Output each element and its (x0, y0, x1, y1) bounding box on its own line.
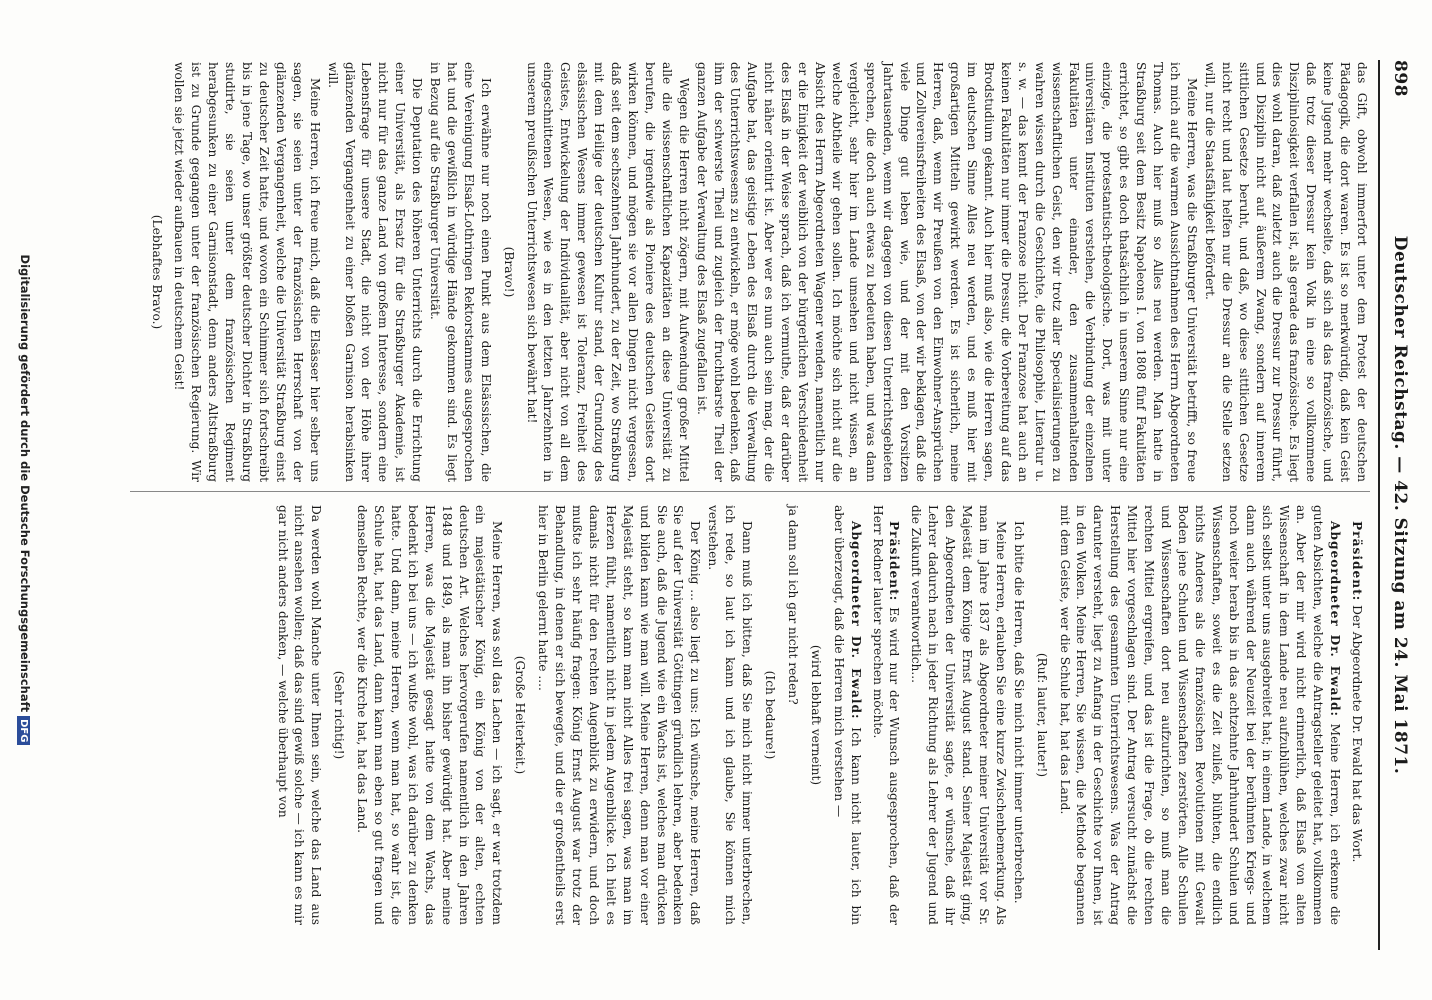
stage-direction: (Sehr richtig!) (332, 670, 347, 760)
stage-direction: (Ruf: lauter, lauter!) (1034, 652, 1049, 778)
stage-direction: (Bravo!) (501, 246, 516, 298)
page-number: 898 (1390, 60, 1410, 97)
body-paragraph: Da werden wohl Manche unter Ihnen sein, welche das Land aus nicht ansehen wollen; daß das sind gewiß solche — ich kann es mir gar nicht anders denken, — welche überhaupt von (275, 505, 324, 925)
body-paragraph: Meine Herren, ich freue mich, daß die Elsässer hier selber uns sagen, sie seien unter der französischen Herrschaft von der glänzenden Vergangenheit, welche die Universität Straßburg einst zu deutscher Zeit hatte, und wovon ein Schimmer sich fortschreibt bis in jene Tage, wo unser größter deutscher Dichter in Straßburg studirte, sie seien unter dem französischen Regiment herabgesunken zu einer Garnisonstadt, denn anders Altstraßburg ist zu Grunde gegangen unter der französischen Regierung. Wir wollen sie jetzt wieder aufbauen in deutschem Geist! (172, 62, 322, 482)
body-paragraph: ja dann soll ich gar nicht reden? (785, 505, 800, 705)
stage-direction: (Ich bedaure!) (763, 670, 777, 760)
speaker-name: Präsident: (887, 521, 902, 602)
body-paragraph: Meine Herren, was die Straßburger Universität betrifft, so freue ich mich auf die warmen Aussichtnahmen des Herrn Abgeordneten Thomas. Auch hier muß so Alles neu werden. Man hatte in Straßburg seit dem Besitz Napoleons I. von 1808 fünf Fakultäten errichtet, so gibt es doch thatsächlich in unserem Sinne nur eine einzige, die protestantisch-theologische. Dort, was mit unter universitären Instituten verstehen, die Verbindung der einzelnen Fakultäten unter einander, den zusammenhaltenden wissenschaftlichen Geist, den wir trotz aller Specialisierungen zu wahren wissen durch die Geschichte, die Philosophie, Literatur u. s. w. — das kennt der Franzose nicht. Der Franzose hat auch an keinen Fakultäten nur immer die Dressur, die Vorbereitung auf das Brodstudium gekannt. Auch hier muß also, wie die Herren sagen, im deutschen Sinne Alles neu werden, und es muß hier mit großartigen Mitteln gewirkt werden. Es ist sicherlich, meine Herren, daß, wenn wir Preußen von den Einwohner-Ansprüchen und Zollvereinsfreiheiten des Elsaß, von der wir beklagen, daß die viele Dinge gut leben wie, und der mit den Vorsitzen Jahrtausenden, wenn wir dagegen von diesen Unterrichtsgebieten sprechen, die doch auch etwas zu bedeuten haben, und was dann vergleicht, sehr hier im Lande umsehen und nicht wissen, an welche Abtheile wir gehen sollen. Ich möchte sich nicht auf die Absicht des Herrn Abgeordneten Wagener wenden, namentlich nur er die Einigkeit der weiblich von der bürgerlichen Verschiedenheit des Elsaß in der Weise sprach, daß ich vermuthe, daß er darüber nicht näher orientirt ist. Aber wer es nun auch sein mag, der die Aufgabe hat, das geistige Leben des Elsaß durch die Verwaltung des Unterrichtswesens zu entwickeln, er möge wohl bedenken, daß ihm der schwerste Theil und zugleich der fruchtbarste Theil der ganzen Aufgabe der Verwaltung des Elsaß zugefallen ist. (694, 62, 1199, 482)
right-column (273, 505, 1370, 925)
body-paragraph: Die Deputation des höheren Unterrichts durch die Errichtung einer Universität, als Ersatz für die Straßburger Akademie, ist nicht nur für das ganze Land von großem Interesse, sondern eine Lebensfrage für unsere Stadt, die nicht von der Höhe ihrer glänzenden Vergangenheit zu einer bloßen Garnison herabsinken will. (325, 62, 425, 482)
header-rule (1378, 60, 1380, 950)
stage-direction: (Große Heiterkeit.) (513, 655, 528, 775)
body-paragraph: Wegen die Herren nicht zögern, mit Aufwendung großer Mittel alle die wissenschaftlichen Kapazitäten an diese Universität zu berufen, die irgendwie als Pioniere des deutschen Geistes dort wirken können, und mögen sie vor allen Dingen nicht vergessen, daß seit dem sechszehnten Jahrhundert, zu der Zeit, wo Straßburg mit dem Heilige der deutschen Kultur stand, der Grundzug des elsässischen Wesens immer gewesen ist Toleranz, Freiheit des Geistes, Entwickelung der Individualität, aber nicht von all dem eingeschnittenen Wesen, wie es in den letzten Jahrzehnten in unserem preußischen Unterrichtswesen sich bewährt hat! (524, 62, 691, 482)
body-paragraph: Der König ... also liegt zu uns: Ich wünsche, meine Herren, daß Sie auf der Universität Göttingen gründlich lehren, aber bedenken Sie auch, daß die Jugend wie ein Wachs ist, welches man drücken und bilden kann wie man will. Meine Herren, denn man vor einer Majestät steht, so kann man nicht Alles frei sagen, was man im Herzen fühlt, namentlich nicht in jedem Augenblicke. Ich hielt es damals nicht für den rechten Augenblick zu erwidern, und doch mußte ich sehr häufig fragen: König Ernst August war trotz der Behandlung, in denen er sich bewegte, und die er großentheils erst hier in Berlin gelernt hatte .... (536, 505, 703, 925)
speech-text: Ich kann nicht lauter, ich bin aber überzeugt, daß die Herren mich verstehen — (831, 505, 863, 925)
speaker-paragraph (830, 505, 864, 925)
speaker-paragraph (869, 505, 903, 925)
speech-text: Der Abgeordnete Dr. Ewald hat das Wort. (1350, 605, 1364, 863)
speech-text: Es wird nur der Wunsch ausgesprochen, daß der Herr Redner lauter sprechen möchte. (870, 505, 902, 926)
speaker-name: Abgeordneter Dr. Ewald: (848, 521, 863, 720)
dfg-logo: DFG (17, 716, 30, 745)
speaker-name: Abgeordneter Dr. Ewald: (1328, 521, 1343, 718)
body-paragraph: Ich bitte die Herren, daß Sie mich nicht immer unterbrechen. (1011, 521, 1026, 904)
column-divider (130, 491, 1370, 492)
page-footer (17, 0, 32, 1000)
speaker-name: Präsident: (1350, 521, 1364, 602)
body-paragraph: Meine Herren, was soll das Lachen — ich sagt, er war trotzdem ein majestätischer König, ein König von der alten, echten deutschen Art. Welches hervorgerufen namentlich in den Jahren 1848 und 1849, als man ihn bisher gewürdigt hat. Aber meine Herren, was die Majestät gesagt hatte von dem Wachs, das bedenkt ich bei uns — ich wußte wohl, was ich darüber zu denken hatte. Und dann, meine Herren, wenn man hat, so wahr ist, die Schule hat, hat das Land, dann kann man eben so gut fragen und demselben Rechte, wer die Kirche hat, hat das Land. (355, 505, 505, 925)
body-paragraph: Meine Herren, erlauben Sie eine kurze Zwischenbemerkung. Als man im Jahre 1837 als Abgeordneter meiner Universität vor Sr. Majestät dem Könige Ernst August stand. Seiner Majestät ging, den Abgeordneten der Universität sagte, er wünsche, daß ihr Lehrer dadurch nach in jeder Richtung als Lehrer der Jugend und die Zukunft verantwortlich... (909, 505, 1008, 925)
stage-direction: (wird lebhaft verneint) (808, 644, 823, 786)
speaker-paragraph (1056, 505, 1343, 925)
speaker-paragraph (1348, 505, 1365, 925)
body-paragraph: Ich erwähne nur noch einen Punkt aus dem Elsässischen, die eine Vereinigung Elsaß-Lothringen Rektorstammes ausgesprochen hat und die gewißlich in würdige Hände gekommen sind. Es liegt in Bezug auf die Straßburger Universität. (428, 62, 493, 482)
left-column (142, 62, 1370, 482)
stage-direction: (Lebhaftes Bravo.) (149, 214, 164, 330)
page-header (1384, 60, 1410, 950)
body-paragraph: das Gift, obwohl immerfort unter dem Protest der deutschen Pädagogik, die dort waren. Es ist so merkwürdig, daß kein Geist keine Jugend mehr wechselte, daß sich als das französische, und daß trotz dieser Dressur kein Volk in eine so vollkommene Disziplinlosigkeit verfallen ist, als gerade das französische. Es liegt dies wohl daran, daß zuletzt auch die Dressur zur Dressur führt, und Disziplin nicht auf äußerem Zwang, sondern auf innerem sittlichen Gesetze beruht, und daß, wo diese sittlichen Gesetze nicht recht und laut helfen nur die Dressur an die Stelle setzen will, nur die Staatsfähigkeit befördert. (1202, 62, 1369, 482)
page-title: Deutscher Reichstag. — 42. Sitzung am 24. Mai 1871. (1390, 235, 1410, 775)
footer-text: Digitalisierung gefördert durch die Deutsche Forschungsgemeinschaft (18, 254, 32, 713)
speech-text: Meine Herren, ich erkenne die guten Absichten, welche die Antragsteller geleitet hat, vollkommen an. Aber der mir wird nicht erinnerlich, daß Elsaß von alten Wissenschaft in dem Lande neu aufzublühen, welches zwar nicht sich selbst unter uns ausgebreitet hat; in einem Lande, in welchem dann auch während der Neuzeit bei der berühmten Kriegs- und noch weiter herab bis in das achtzehnte Jahrhundert Schulen und Wissenschaften, soweit es die Zeit zuließ, blühten, die endlich nichts Anderes als die französischen Revolutionen mit Gewalt Boden jene Schulen und Wissenschaften zerstörten. Alle Schulen und Wissenschaften dort neu aufzurichten, so muß man die rechten Mittel ergreifen, und das ist die Frage, ob die rechten Mittel hier vorgeschlagen sind. Der Antrag versucht zunächst die Herstellung des gesammten Unterrichtswesens. Was der Antrag darunter versteht, liegt zu Anfang in der Geschichte vor Ihnen, ist in den Wolken. Meine Herren, Sie wissen, die Methode begannen mit dem Geiste, wer die Schule hat, hat das Land. (1057, 505, 1343, 926)
body-paragraph: Dann muß ich bitten, daß Sie mich nicht immer unterbrechen, ich rede, so laut ich kann und ich glaube, Sie können mich verstehen. (706, 505, 755, 925)
